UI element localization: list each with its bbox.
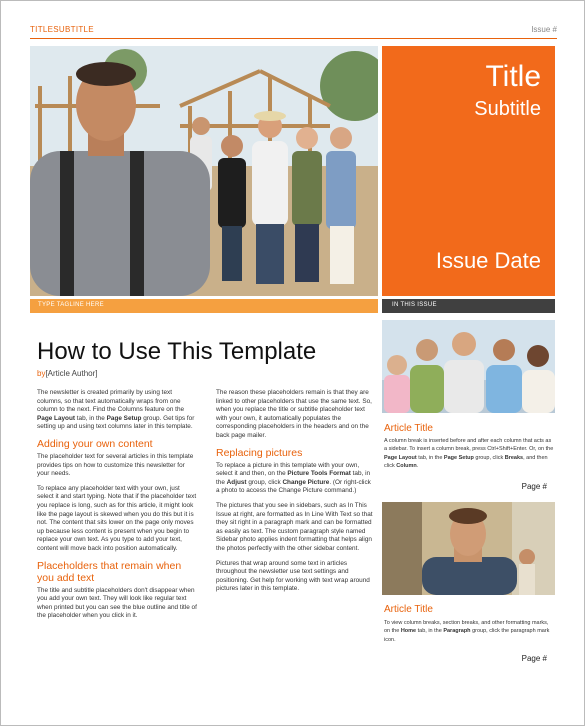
sidebar-article-title-2[interactable]: Article Title (384, 604, 433, 615)
section-heading: Placeholders that remain when you add text (37, 559, 182, 584)
tagline-bar (30, 299, 378, 313)
header-rule (30, 38, 557, 39)
article-title[interactable]: How to Use This Template (37, 338, 317, 365)
masthead-issue-date[interactable]: Issue Date (435, 248, 541, 273)
cover-photo-illustration (30, 46, 378, 296)
sidebar-page-number-2: Page # (521, 654, 547, 663)
article-paragraph: The pictures that you see in sidebars, such as In This Issue at right, are formatted as In Line With Text so that they sit right in a paragraph mark and can be formatted as easily as text. The custom paragraph style named Sidebar photo applies indent formatting that helps align the photos perfectly with the other sidebar content. (216, 501, 373, 552)
sidebar-photo-group[interactable] (382, 320, 555, 413)
header-title-subtitle: TITLESUBTITLE (30, 25, 94, 34)
article-byline (37, 369, 97, 378)
article-paragraph: To replace any placeholder text with your own, just select it and start typing. Note that if the placeholder text you replace is long, such as for this article, it might look like the page layout is skewed when you do this but it is not. The content that sits lower on the page only moves up because less content is present when you begin to replace your own text. As you type to add your text, content will move back into position automatically. (37, 484, 197, 552)
article-paragraph: The placeholder text for several articles in this template provides tips on how to customize this newsletter for your needs. (37, 452, 194, 478)
header-issue-number: Issue # (531, 25, 557, 34)
article-paragraph: The newsletter is created primarily by using text columns, so that text automatically wraps from one column to the next. Find the Columns feature on the Page Layout tab, in the Page Setup group. Get tips for setting up and using text columns later in this template. (37, 389, 195, 431)
sidebar-article-title-1[interactable]: Article Title (384, 423, 433, 434)
article-column-1[interactable] (37, 389, 197, 627)
article-paragraph: Pictures that wrap around some text in articles throughout the newsletter use text settings and positioning. Get help for working with text wrap around pictures later in this template. (216, 559, 370, 593)
in-this-issue-label: IN THIS ISSUE (392, 302, 437, 308)
masthead-subtitle[interactable]: Subtitle (474, 98, 541, 120)
in-this-issue-bar (382, 299, 555, 313)
sidebar-photo-group-illustration (382, 320, 555, 413)
article-paragraph: The reason these placeholders remain is that they are linked to other placeholders that use the same text. So, when you replace the title or subtitle placeholder text with your own, it automatically populates the corresponding placeholders in the headers and on the back page mailer. (216, 389, 372, 439)
section-heading: Adding your own content (37, 437, 153, 450)
article-column-2[interactable] (216, 389, 376, 600)
sidebar-article-body-2[interactable]: To view column breaks, section breaks, and other formatting marks, on the Home tab, in the Paragraph group, click the paragraph mark icon. (384, 620, 550, 643)
sidebar-photo-man-illustration (382, 502, 555, 595)
article-author[interactable]: [Article Author] (45, 369, 98, 378)
article-paragraph: To replace a picture in this template with your own, select it and then, on the Picture Tools Format tab, in the Adjust group, click Change Picture. (Or right-click a photo to access the Change Picture command.) (216, 461, 371, 495)
sidebar-page-number-1: Page # (521, 482, 547, 491)
article-paragraph: The title and subtitle placeholders don't disappear when you add your own text. They will look like regular text when printed but you can see the blue outline and title of the placeholder when you click in it. (37, 586, 197, 620)
masthead-title-box (382, 46, 555, 296)
tagline-text[interactable]: TYPE TAGLINE HERE (38, 302, 104, 308)
section-heading: Replacing pictures (216, 446, 303, 459)
cover-photo[interactable] (30, 46, 378, 296)
byline-prefix: by (37, 369, 46, 378)
sidebar-photo-man[interactable] (382, 502, 555, 595)
sidebar-article-body-1[interactable]: A column break is inserted before and after each column that acts as a sidebar. To insert a column break, press Ctrl+Shift+Enter. Or, on the Page Layout tab, in the Page Setup group, click Breaks, and then click Column. (384, 438, 554, 470)
masthead-title[interactable]: Title (485, 60, 541, 93)
